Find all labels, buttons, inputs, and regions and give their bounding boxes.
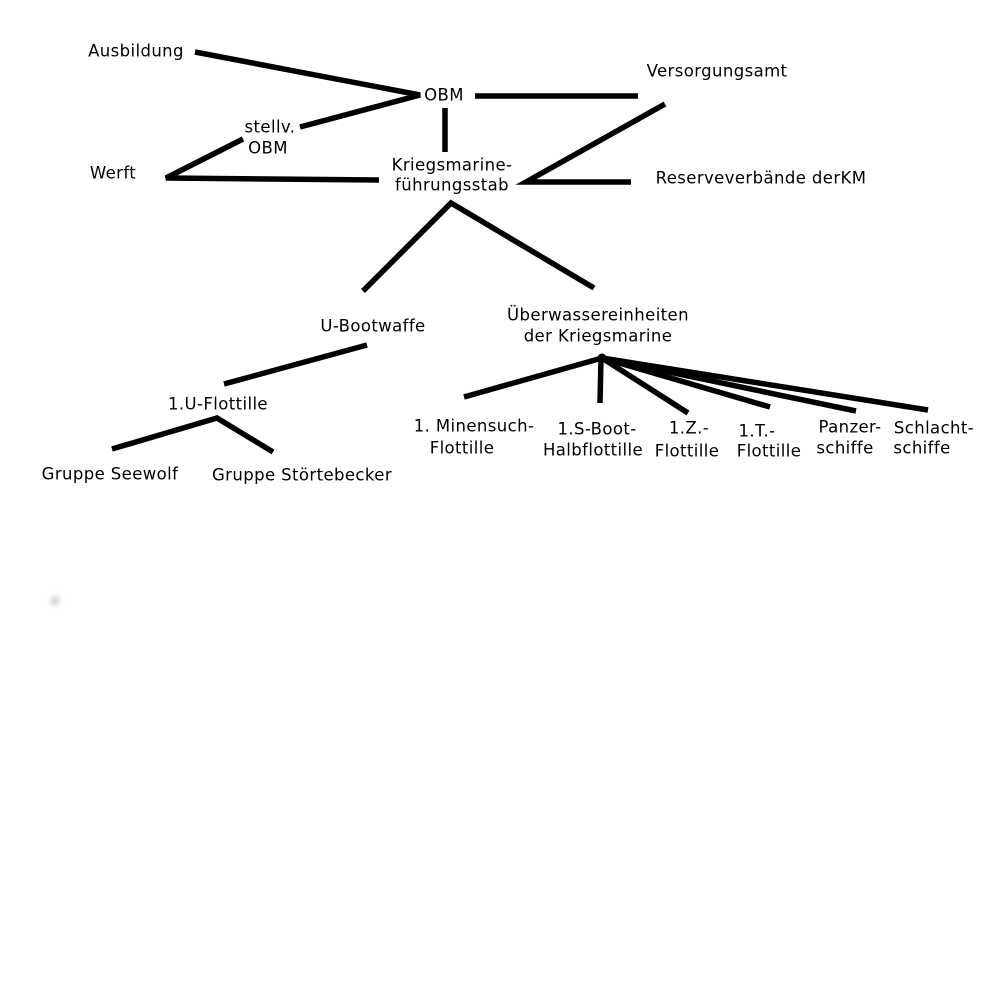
edge-uflottille-gruppen [112,418,273,452]
node-z-flottille-line1: 1.Z.- [668,418,710,438]
node-z-flottille-line2: Flottille [654,441,720,461]
node-sboot-line2: Halbflottille [542,440,644,460]
edge-ubootwaffe-uflottille [224,345,367,384]
node-t-flottille-line2: Flottille [736,441,802,461]
node-minensuch-line2: Flottille [429,438,495,458]
node-u-bootwaffe: U-Bootwaffe [320,316,426,336]
node-panzerschiffe-line2: schiffe [816,438,874,458]
node-u-flottille-1: 1.U-Flottille [168,394,268,414]
node-minensuch-line1: 1. Minensuch- [413,416,535,436]
edge-ausbildung-stellvobm-obm [195,52,420,127]
node-stellv-obm-line2: OBM [248,138,288,158]
node-gruppe-stoertebecker: Gruppe Störtebecker [211,465,393,485]
node-ueberwasser-line1: Überwassereinheiten [507,305,689,325]
node-ueberwasser-line2: der Kriegsmarine [523,326,673,346]
node-fuehrungsstab-line2: führungsstab [395,175,509,195]
node-stellv-obm-line1: stellv. [244,117,296,137]
edge-ueberwasser-schlachtschiffe [602,358,928,410]
node-schlachtschiffe-line1: Schlacht- [893,418,975,438]
node-t-flottille-line1: 1.T.- [738,421,776,441]
node-fuehrungsstab-line1: Kriegsmarine- [391,155,513,175]
artifact-dot [50,596,60,606]
node-schlachtschiffe-line2: schiffe [893,438,951,458]
node-versorgungsamt: Versorgungsamt [646,61,788,81]
node-werft: Werft [89,163,137,183]
node-sboot-line1: 1.S-Boot- [557,419,637,439]
edge-fuehrungsstab-ubootwaffe-ueberwasser [363,203,594,291]
node-panzerschiffe-line1: Panzer- [818,417,882,437]
edge-ueberwasser-minensuch [464,358,602,397]
node-obm: OBM [424,85,464,105]
edge-ueberwasser-sboot [600,358,601,403]
node-reserveverbaende: Reserveverbände derKM [655,168,867,188]
edge-fuehrungsstab-versorgungsamt-reserveverbaende [526,104,665,182]
node-ausbildung: Ausbildung [88,41,184,61]
node-gruppe-seewolf: Gruppe Seewolf [41,464,179,484]
